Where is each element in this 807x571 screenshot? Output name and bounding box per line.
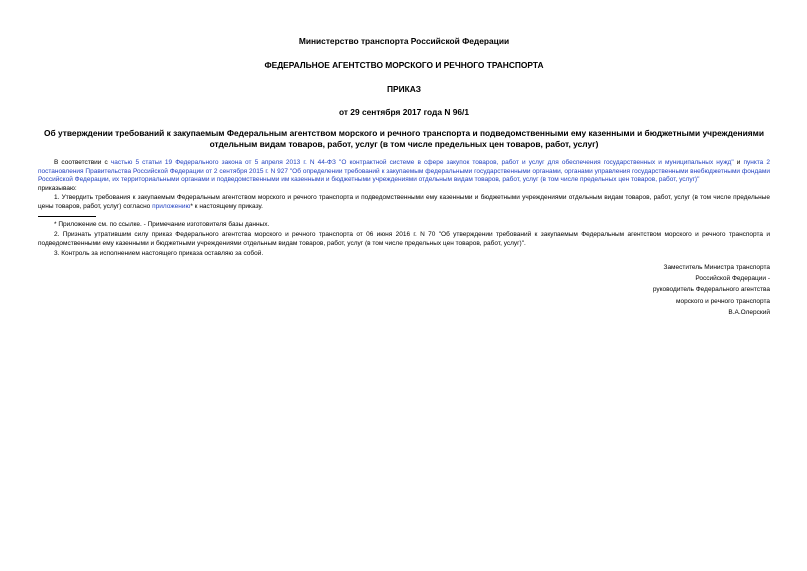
- item-3-paragraph: 3. Контроль за исполнением настоящего приказа оставляю за собой.: [54, 250, 264, 258]
- preamble-paragraph: [38, 159, 770, 185]
- signature-line-4: морского и речного транспорта: [676, 297, 770, 305]
- footnote-divider: [38, 216, 96, 217]
- signature-name: В.А.Олерский: [728, 308, 770, 316]
- ministry-heading: Министерство транспорта Российской Федерации: [298, 36, 510, 46]
- item-1-text-2: * к настоящему приказу.: [190, 202, 263, 210]
- law-44fz-link[interactable]: частью 5 статьи 19 Федерального закона от 5 апреля 2013 г. N 44-ФЗ "О контрактной системе в сфере закупок товаров, работ и услуг для обеспечения государственных и муниципальных нужд": [110, 159, 734, 166]
- signature-line-3: руководитель Федерального агентства: [652, 286, 770, 294]
- orders-text: приказываю:: [38, 184, 77, 192]
- signature-block: [38, 262, 770, 318]
- preamble-text-1: В соответствии с: [54, 159, 111, 166]
- item-1-text-1: 1. Утвердить требования к закупаемым Федеральным агентством морского и речного транспорта и подведомственными ему казенными и бюджетными учреждениями отдельным видам товаров, работ, услуг (в том числе предельные цены товаров, работ, услуг) согласно: [38, 194, 770, 210]
- item-1-paragraph: [38, 194, 770, 211]
- government-decree-927-link[interactable]: пункта 2 постановления Правительства Российской Федерации от 2 сентября 2015 г. N 927 "Об определении требований к закупаемым федеральными государственными органами, органами управления государственными внебюджетными фондами Российской Федерации, их территориальными органами и подведомственными им казенными и бюджетными учреждениями отдельным видам товаров, работ, услуг (в том числе предельных цен товаров, работ, услуг)": [38, 159, 771, 184]
- item-2-paragraph: 2. Признать утратившим силу приказ Федерального агентства морского и речного транспорта от 06 июня 2016 г. N 70 "Об утверждении требований к закупаемым Федеральным агентством морского и речного транспорта и подведомственными ему казенными и бюджетными учреждениями отдельным видам товаров, работ, услуг (в том числе предельных цен товаров, работ, услуг)".: [38, 231, 770, 247]
- document-type-heading: ПРИКАЗ: [386, 84, 422, 94]
- footnote-text: * Приложение см. по ссылке. - Примечание изготовителя базы данных.: [54, 220, 270, 228]
- appendix-link[interactable]: приложению: [152, 202, 191, 210]
- preamble-text-2: и: [733, 159, 744, 166]
- document-title: Об утверждении требований к закупаемым Федеральным агентством морского и речного транспорта и подведомственными ему казенными и бюджетными учреждениями отдельным видам товаров, работ, услуг (в том числе предельных цен товаров, работ, услуг): [44, 128, 764, 149]
- signature-line-1: Заместитель Министра транспорта: [663, 263, 770, 271]
- document-page: [38, 30, 770, 318]
- date-number-heading: от 29 сентября 2017 года N 96/1: [338, 107, 470, 117]
- signature-line-2: Российской Федерации -: [695, 275, 770, 283]
- agency-heading: ФЕДЕРАЛЬНОЕ АГЕНТСТВО МОРСКОГО И РЕЧНОГО ТРАНСПОРТА: [264, 60, 544, 70]
